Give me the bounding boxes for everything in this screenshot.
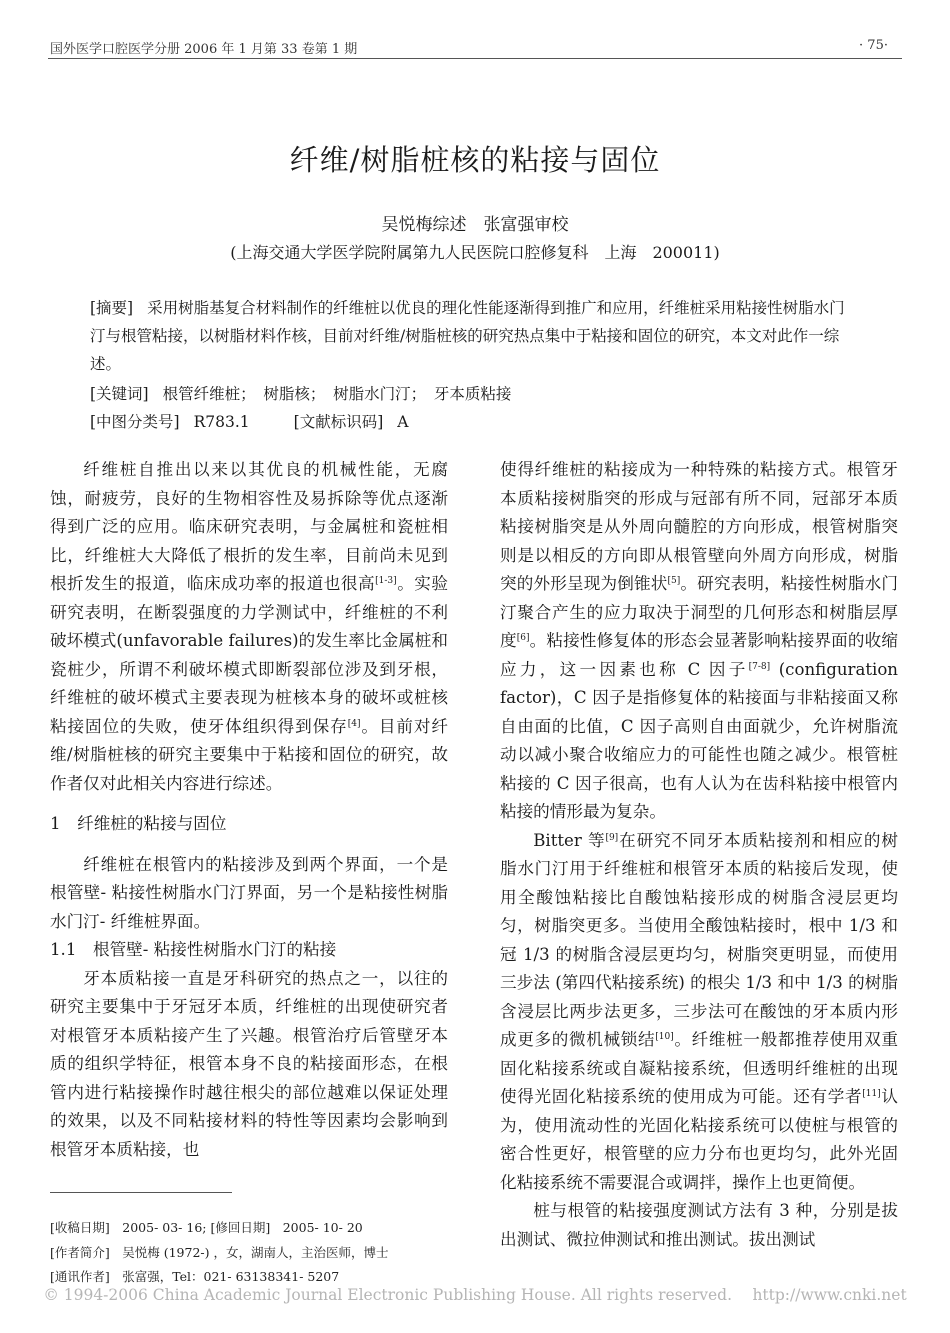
abstract	[90, 294, 860, 378]
article-title: 纤维/树脂桩核的粘接与固位	[289, 143, 661, 177]
footnote-corresponding-author: [通讯作者] 张富强，Tel：021- 63138341- 5207	[50, 1269, 340, 1284]
running-header-journal: 国外医学口腔医学分册 2006 年 1 月第 33 卷第 1 期	[50, 42, 358, 57]
continued-paragraph: 使得纤维桩的粘接成为一种特殊的粘接方式。根管牙本质粘接树脂突的形成与冠部有所不同，冠部牙本质粘接树脂突是从外周向髓腔的方向形成，根管树脂突则是以相反的方向即从根管壁向外周方向形成，树脂突的外形呈现为倒锥状[5]。研究表明，粘接性树脂水门汀聚合产生的应力取决于洞型的几何形态和树脂层厚度[6]。粘接性修复体的形态会显著影响粘接界面的收缩应力，这一因素也称 C 因子[7-8] (configuration factor)，C 因子是指修复体的粘接面与非粘接面又称自由面的比值，C 因子高则自由面就少，允许树脂流动以减小聚合收缩应力的可能性也随之减少。根管桩粘接的 C 因子很高，也有人认为在齿科粘接中根管内粘接的情形最为复杂。	[500, 460, 898, 821]
section-1-paragraph: 纤维桩在根管内的粘接涉及到两个界面，一个是根管壁- 粘接性树脂水门汀界面，另一个是粘接性树脂水门汀- 纤维桩界面。	[50, 854, 448, 931]
keywords-text: 根管纤维桩； 树脂核； 树脂水门汀； 牙本质粘接	[162, 385, 512, 403]
citation: [1-3]	[375, 576, 397, 586]
citation: [5]	[667, 576, 681, 586]
keywords-label: [关键词]	[90, 385, 149, 403]
bitter-paragraph: Bitter 等[9]在研究不同牙本质粘接剂和相应的树脂水门汀用于纤维桩和根管牙本质的粘接后发现，使用全酸蚀粘接比自酸蚀粘接形成的树脂含浸层更均匀，树脂突更多。当使用全酸蚀粘接时，根中 1/3 和冠 1/3 的树脂含浸层更均匀，树脂突更明显，而使用三步法 (第四代粘接系统) 的根尖 1/3 和中 1/3 的树脂含浸层比两步法更多，三步法可在酸蚀的牙本质内形成更多的微机械锁结[10]。纤维桩一般都推荐使用双重固化粘接系统或自凝粘接系统，但透明纤维桩的出现使得光固化粘接系统的使用成为可能。还有学者[11]认为，使用流动性的光固化粘接系统可以使桩与根管的密合性更好，根管壁的应力分布也更均匀，此外光固化粘接系统不需要混合或调拌，操作上也更简便。	[500, 830, 899, 1192]
body-column-left	[50, 456, 448, 1164]
article-authors: 吴悦梅综述 张富强审校	[381, 215, 569, 235]
citation: [11]	[862, 1089, 881, 1099]
section-heading-1: 1 纤维桩的粘接与固位	[50, 814, 227, 833]
page-number: · 75·	[859, 38, 888, 53]
body-column-right	[500, 456, 898, 1254]
footnote-dates: [收稿日期] 2005- 03- 16; [修回日期] 2005- 10- 20	[50, 1220, 363, 1235]
citation: [10]	[655, 1032, 674, 1042]
footnote-author-bio: [作者简介] 吴悦梅 (1972-) ，女，湖南人，主治医师，博士	[50, 1245, 389, 1260]
doc-code-label: [文献标识码]	[293, 413, 384, 431]
copyright-watermark: © 1994-2006 China Academic Journal Electronic Publishing House. All rights reserved. http://www.cnki.net	[43, 1286, 907, 1304]
abstract-label: [摘要]	[90, 299, 134, 317]
citation: [7-8]	[748, 661, 771, 672]
intro-paragraph: 纤维桩自推出以来以其优良的机械性能，无腐蚀，耐疲劳，良好的生物相容性及易拆除等优点逐渐得到广泛的应用。临床研究表明，与金属桩和瓷桩相比，纤维桩大大降低了根折的发生率，目前尚未见到根折发生的报道，临床成功率的报道也很高[1-3]。实验研究表明，在断裂强度的力学测试中，纤维桩的不利破坏模式(unfavorable failures)的发生率比金属桩和瓷桩少，所谓不利破坏模式即断裂部位涉及到牙根，纤维桩的破坏模式主要表现为桩核本身的破坏或桩核粘接固位的失败，使牙体组织得到保存[4]。目前对纤维/树脂桩核的研究主要集中于粘接和固位的研究，故作者仅对此相关内容进行综述。	[50, 460, 449, 793]
author-affiliation: (上海交通大学医学院附属第九人民医院口腔修复科 上海 200011)	[230, 243, 720, 262]
header-rule	[48, 58, 902, 59]
citation: [9]	[605, 832, 619, 843]
abstract-text: 采用树脂基复合材料制作的纤维桩以优良的理化性能逐渐得到推广和应用，纤维桩采用粘接性树脂水门汀与根管粘接，以树脂材料作核，目前对纤维/树脂桩核的研究热点集中于粘接和固位的研究，本文对此作一综述。	[90, 299, 845, 373]
citation: [6]	[516, 633, 530, 643]
citation: [4]	[347, 718, 361, 729]
section-1-1-paragraph: 牙本质粘接一直是牙科研究的热点之一，以往的研究主要集中于牙冠牙本质，纤维桩的出现使研究者对根管牙本质粘接产生了兴趣。根管治疗后管壁牙本质的组织学特征，根管本身不良的粘接面形态，在根管内进行粘接操作时越往根尖的部位越难以保证处理的效果，以及不同粘接材料的特性等因素均会影响到根管牙本质粘接，也	[50, 968, 448, 1159]
testing-paragraph: 桩与根管的粘接强度测试方法有 3 种，分别是拔出测试、微拉伸测试和推出测试。拔出测试	[500, 1201, 898, 1249]
clc-label: [中图分类号]	[90, 413, 180, 431]
keywords	[90, 380, 860, 408]
doc-code-value: A	[397, 413, 409, 431]
clc-value: R783.1	[193, 413, 250, 431]
classification-line	[90, 408, 860, 436]
footnote-rule	[50, 1192, 232, 1193]
subsection-heading-1-1: 1.1 根管壁- 粘接性树脂水门汀的粘接	[50, 940, 337, 959]
